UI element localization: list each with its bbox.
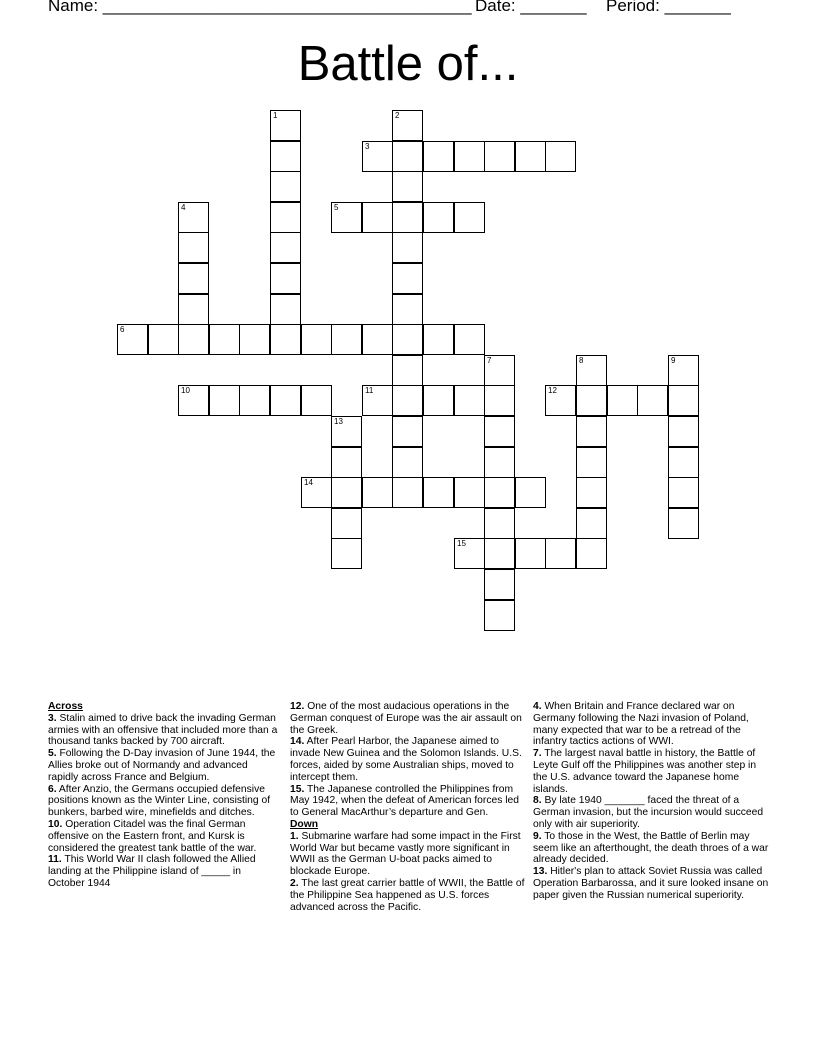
down-heading: Down bbox=[290, 818, 319, 830]
grid-cell[interactable] bbox=[331, 508, 362, 539]
grid-cell[interactable] bbox=[668, 385, 699, 416]
grid-cell[interactable] bbox=[331, 477, 362, 508]
grid-cell[interactable] bbox=[301, 477, 332, 508]
grid-cell[interactable] bbox=[484, 508, 515, 539]
grid-cell[interactable] bbox=[576, 538, 607, 569]
clue-number: 5. bbox=[48, 748, 57, 760]
clue-number-label: 11 bbox=[365, 386, 374, 395]
clue-number: 1. bbox=[290, 830, 299, 842]
grid-cell[interactable] bbox=[270, 263, 301, 294]
clue-number: 12. bbox=[290, 701, 305, 712]
date-field[interactable]: Date: _______ bbox=[475, 0, 587, 15]
grid-cell[interactable] bbox=[178, 294, 209, 325]
grid-cell[interactable] bbox=[392, 447, 423, 478]
clue-number-label: 15 bbox=[457, 539, 466, 548]
name-field[interactable]: Name: _______________________________________ bbox=[48, 0, 472, 15]
grid-cell[interactable] bbox=[454, 385, 485, 416]
grid-cell[interactable] bbox=[423, 477, 454, 508]
clue-number: 7. bbox=[533, 748, 542, 760]
grid-cell[interactable] bbox=[484, 355, 515, 386]
grid-cell[interactable] bbox=[392, 232, 423, 263]
clue-text: The largest naval battle in history, the Battle of Leyte Gulf off the Philippines was another step in the U.S. advance toward the Japanese home islands. bbox=[533, 748, 757, 795]
grid-cell[interactable] bbox=[392, 110, 423, 141]
grid-cell[interactable] bbox=[454, 477, 485, 508]
grid-cell[interactable] bbox=[392, 263, 423, 294]
clue-text: The Japanese controlled the Philippines from May 1942, when the defeat of American forces led to General MacArthur’s departure and Gen. bbox=[290, 783, 519, 819]
grid-cell[interactable] bbox=[454, 538, 485, 569]
grid-cell[interactable] bbox=[301, 324, 332, 355]
grid-cell[interactable] bbox=[576, 416, 607, 447]
down-clue-2 bbox=[290, 878, 528, 913]
grid-cell[interactable] bbox=[178, 202, 209, 233]
across-heading: Across bbox=[48, 701, 83, 712]
down-clue-13 bbox=[533, 866, 769, 901]
grid-cell[interactable] bbox=[545, 538, 576, 569]
grid-cell[interactable] bbox=[423, 141, 454, 172]
grid-cell[interactable] bbox=[515, 141, 546, 172]
clue-text: Operation Citadel was the final German offensive on the Eastern front, and Kursk is considered the greatest tank battle of the war. bbox=[48, 818, 257, 854]
grid-cell[interactable] bbox=[576, 385, 607, 416]
grid-cell[interactable] bbox=[178, 263, 209, 294]
clues-column-2 bbox=[290, 701, 528, 913]
grid-cell[interactable] bbox=[515, 477, 546, 508]
grid-cell[interactable] bbox=[362, 141, 393, 172]
clue-number: 8. bbox=[533, 795, 542, 807]
grid-cell[interactable] bbox=[331, 202, 362, 233]
across-clue-12 bbox=[290, 701, 528, 736]
down-clue-8 bbox=[533, 795, 769, 830]
grid-cell[interactable] bbox=[392, 355, 423, 386]
clue-number-label: 8 bbox=[579, 356, 584, 365]
grid-cell[interactable] bbox=[668, 508, 699, 539]
clue-number-label: 14 bbox=[304, 478, 313, 487]
across-clue-10 bbox=[48, 819, 280, 854]
page-title: Battle of... bbox=[297, 37, 519, 91]
clue-number-label: 9 bbox=[671, 356, 676, 365]
grid-cell[interactable] bbox=[148, 324, 179, 355]
clue-number-label: 3 bbox=[365, 142, 370, 151]
clue-text: When Britain and France declared war on Germany following the Nazi invasion of Poland, many expected that war to be a retread of the infantry tactics actions of WWI. bbox=[533, 701, 749, 748]
grid-cell[interactable] bbox=[117, 324, 148, 355]
down-clue-1 bbox=[290, 831, 528, 878]
grid-cell[interactable] bbox=[484, 416, 515, 447]
clue-text: The last great carrier battle of WWII, the Battle of the Philippine Sea happened as U.S. forces advanced across the Pacific. bbox=[290, 877, 525, 913]
grid-cell[interactable] bbox=[484, 385, 515, 416]
clue-number: 4. bbox=[533, 701, 542, 712]
clue-text: Following the D-Day invasion of June 1944, the Allies broke out of Normandy and advanced rapidly across France and Belgium. bbox=[48, 748, 276, 783]
down-clue-9 bbox=[533, 831, 769, 866]
clue-number: 11. bbox=[48, 854, 62, 866]
clues-column-3 bbox=[533, 701, 769, 902]
clue-number-label: 7 bbox=[487, 356, 492, 365]
clue-text: By late 1940 _______ faced the threat of a German invasion, but the incursion would succeed only with air superiority. bbox=[533, 795, 764, 830]
grid-cell[interactable] bbox=[392, 141, 423, 172]
grid-cell[interactable] bbox=[515, 538, 546, 569]
grid-cell[interactable] bbox=[668, 447, 699, 478]
grid-cell[interactable] bbox=[484, 569, 515, 600]
clue-text: Submarine warfare had some impact in the First World War but became vastly more significant in WWII as the German U-boat packs aimed to blockade Europe. bbox=[290, 830, 521, 878]
grid-cell[interactable] bbox=[392, 324, 423, 355]
grid-cell[interactable] bbox=[392, 294, 423, 325]
grid-cell[interactable] bbox=[270, 171, 301, 202]
clue-number-label: 12 bbox=[548, 386, 557, 395]
grid-cell[interactable] bbox=[423, 385, 454, 416]
grid-cell[interactable] bbox=[270, 232, 301, 263]
down-clue-7 bbox=[533, 748, 769, 795]
clues-column-1 bbox=[48, 701, 280, 890]
grid-cell[interactable] bbox=[392, 202, 423, 233]
grid-cell[interactable] bbox=[301, 385, 332, 416]
across-clue-11 bbox=[48, 854, 280, 889]
across-clue-6 bbox=[48, 784, 280, 819]
clue-number: 2. bbox=[290, 877, 299, 889]
grid-cell[interactable] bbox=[545, 141, 576, 172]
clue-number-label: 6 bbox=[120, 325, 125, 334]
clue-number-label: 2 bbox=[395, 111, 400, 120]
grid-cell[interactable] bbox=[209, 324, 240, 355]
clue-number: 14. bbox=[290, 736, 305, 748]
clue-number-label: 10 bbox=[181, 386, 190, 395]
grid-cell[interactable] bbox=[392, 477, 423, 508]
grid-cell[interactable] bbox=[454, 141, 485, 172]
down-clue-4 bbox=[533, 701, 769, 748]
grid-cell[interactable] bbox=[270, 141, 301, 172]
grid-cell[interactable] bbox=[331, 447, 362, 478]
clue-text: After Pearl Harbor, the Japanese aimed to invade New Guinea and the Solomon Islands. U.S. forces, aided by some Australian ships, moved to intercept them. bbox=[290, 736, 522, 783]
clue-number: 13. bbox=[533, 866, 548, 878]
clue-text: To those in the West, the Battle of Berlin may seem like an afterthought, the death throes of a war already decided. bbox=[533, 830, 769, 866]
grid-cell[interactable] bbox=[637, 385, 668, 416]
clue-text: Stalin aimed to drive back the invading German armies with an offensive that included more than a thousand tanks backed by 700 aircraft. bbox=[48, 712, 278, 748]
grid-cell[interactable] bbox=[270, 294, 301, 325]
grid-cell[interactable] bbox=[668, 355, 699, 386]
grid-cell[interactable] bbox=[545, 385, 576, 416]
grid-cell[interactable] bbox=[331, 416, 362, 447]
clue-number: 15. bbox=[290, 783, 305, 795]
grid-cell[interactable] bbox=[607, 385, 638, 416]
grid-cell[interactable] bbox=[239, 385, 270, 416]
grid-cell[interactable] bbox=[576, 447, 607, 478]
clue-number: 9. bbox=[533, 830, 542, 842]
clue-number: 10. bbox=[48, 818, 63, 830]
grid-cell[interactable] bbox=[178, 232, 209, 263]
clue-text: Hitler's plan to attack Soviet Russia was called Operation Barbarossa, and it sure looked insane on paper given the Russian numerical superiority. bbox=[533, 866, 769, 901]
grid-cell[interactable] bbox=[423, 202, 454, 233]
grid-cell[interactable] bbox=[392, 385, 423, 416]
grid-cell[interactable] bbox=[484, 447, 515, 478]
grid-cell[interactable] bbox=[331, 324, 362, 355]
across-clue-14 bbox=[290, 736, 528, 783]
grid-cell[interactable] bbox=[362, 324, 393, 355]
grid-cell[interactable] bbox=[209, 385, 240, 416]
grid-cell[interactable] bbox=[484, 477, 515, 508]
grid-cell[interactable] bbox=[423, 324, 454, 355]
clue-text: This World War II clash followed the Allied landing at the Philippine island of _____ in October 1944 bbox=[48, 854, 256, 889]
across-clue-15 bbox=[290, 784, 528, 819]
grid-cell[interactable] bbox=[331, 538, 362, 569]
grid-cell[interactable] bbox=[484, 600, 515, 631]
grid-cell[interactable] bbox=[270, 202, 301, 233]
grid-cell[interactable] bbox=[668, 416, 699, 447]
clue-number: 3. bbox=[48, 712, 57, 724]
grid-cell[interactable] bbox=[270, 110, 301, 141]
grid-cell[interactable] bbox=[668, 477, 699, 508]
grid-cell[interactable] bbox=[178, 324, 209, 355]
clue-number: 6. bbox=[48, 783, 57, 795]
grid-cell[interactable] bbox=[484, 141, 515, 172]
clue-text: After Anzio, the Germans occupied defensive positions known as the Winter Line, consisting of bunkers, barbed wire, minefields and ditches. bbox=[48, 783, 271, 819]
grid-cell[interactable] bbox=[576, 477, 607, 508]
grid-cell[interactable] bbox=[270, 385, 301, 416]
clue-number-label: 13 bbox=[334, 417, 343, 426]
clue-number-label: 4 bbox=[181, 203, 186, 212]
period-field[interactable]: Period: _______ bbox=[606, 0, 731, 15]
grid-cell[interactable] bbox=[576, 355, 607, 386]
grid-cell[interactable] bbox=[270, 324, 301, 355]
grid-cell[interactable] bbox=[484, 538, 515, 569]
grid-cell[interactable] bbox=[362, 202, 393, 233]
grid-cell[interactable] bbox=[362, 385, 393, 416]
across-clue-5 bbox=[48, 748, 280, 783]
grid-cell[interactable] bbox=[178, 385, 209, 416]
grid-cell[interactable] bbox=[392, 171, 423, 202]
clue-text: One of the most audacious operations in the German conquest of Europe was the air assault on the Greek. bbox=[290, 701, 522, 736]
grid-cell[interactable] bbox=[454, 324, 485, 355]
clue-number-label: 1 bbox=[273, 111, 278, 120]
grid-cell[interactable] bbox=[362, 477, 393, 508]
grid-cell[interactable] bbox=[392, 416, 423, 447]
grid-cell[interactable] bbox=[576, 508, 607, 539]
clue-number-label: 5 bbox=[334, 203, 339, 212]
grid-cell[interactable] bbox=[454, 202, 485, 233]
across-clue-3 bbox=[48, 713, 280, 748]
grid-cell[interactable] bbox=[239, 324, 270, 355]
